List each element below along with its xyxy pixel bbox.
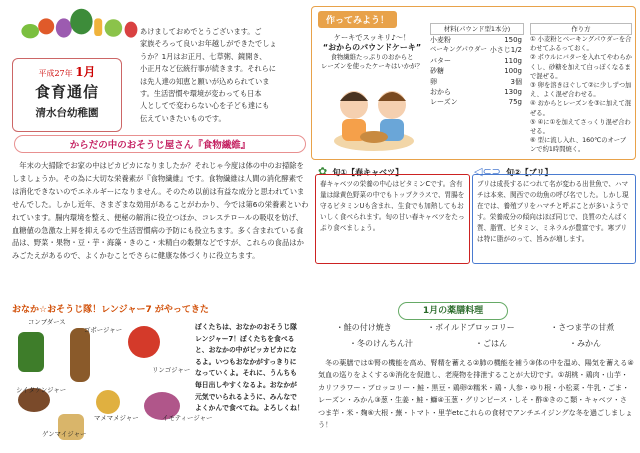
recipe-subtitle: ケーキでスッキリ♪～！ bbox=[333, 33, 411, 42]
herbal-menu-list bbox=[318, 320, 632, 354]
ranger-name: イモティージャー bbox=[162, 414, 213, 422]
menu-row bbox=[318, 320, 632, 336]
newsletter-title: 食育通信 bbox=[34, 83, 99, 101]
ranger-heading: おなか☆おそうじ隊！レンジャー7 がやってきた bbox=[12, 305, 209, 315]
menu-item: ・冬のけんちん汁 bbox=[349, 339, 413, 348]
recipe-step: ⑤ ④に①を加えてさっくり混ぜ合わせる。 bbox=[530, 118, 631, 136]
cabbage-label: 旬①【春キャベツ】 bbox=[332, 168, 404, 177]
menu-item: ・さつま芋の甘煮 bbox=[550, 323, 615, 332]
month-label: 1月 bbox=[75, 65, 96, 79]
ranger-line: るよ。いつもおなかがすっきりに bbox=[195, 357, 297, 366]
recipe-step: ④ おからとレーズンを③に加えて混ぜる。 bbox=[530, 100, 632, 117]
cabbage-box bbox=[315, 174, 470, 264]
recipe-step: ② ボウルにバターを入れてやわらかくし、砂糖を加えて白っぽくなるまで混ぜる。 bbox=[530, 54, 632, 80]
ranger-line: レンジャー7！ぼくたちを食べる bbox=[195, 334, 295, 343]
ranger-line: よくかんで食べてね。よろしくね！ bbox=[195, 404, 304, 413]
title-box bbox=[12, 58, 122, 132]
greeting-line: 小正月など伝統行事が続きます。それらに bbox=[140, 64, 276, 74]
greeting-line: す。生活習慣や環境が変わっても日本 bbox=[140, 89, 262, 99]
yellowtail-text: ブリは成長するにつれて名が変わる出世魚で、ハマチは本来、関西での幼魚の呼び名でした。しかし現在では、養殖ブリをハマチと呼ぶことが多いようです。栄養成分の傾向はほぼ同じで、良質のたんぱく質、脂質、ビタミン、ミネラルが豊富です。寒ブリは特に脂がのって、旨みが増します。 bbox=[477, 180, 629, 243]
recipe-title bbox=[318, 33, 426, 71]
children-cooking-illustration bbox=[326, 75, 422, 155]
ranger-name: シイタケンジャー bbox=[16, 386, 67, 394]
ingredient-row: 小麦粉 150g bbox=[430, 36, 522, 44]
menu-item: ・鮭の付け焼き bbox=[335, 323, 392, 332]
menu-item: ・みかん bbox=[569, 339, 601, 348]
header bbox=[4, 4, 154, 122]
cabbage-text: 春キャベツの栄養の中心はビタミンCです。含有量は緑黄色野菜の中でもトップクラスで、胃腸を守るビタミンUも含まれ、生食でも加熱してもおいしく食べられます。旬の甘い春キャベツをたっぷり食べましょう。 bbox=[320, 180, 465, 232]
ranger-characters-illustration bbox=[12, 318, 192, 446]
ingredients-list bbox=[430, 35, 522, 108]
greeting-line: 家族そろって良いお年越しができたでしょ bbox=[140, 39, 277, 49]
ranger-name: ゲンマイジャー bbox=[42, 430, 87, 438]
school-name: 清水台幼稚園 bbox=[35, 107, 99, 119]
fiber-section-body: 年末の大掃除でお家の中はピカピカになりましたか？それじゃ今度は体の中のお掃除をしましょうか。その為に大切な栄養素が『食物繊維』です。食物繊維は人間の消化酵素では消化できないのでエネルギーになりません。そのため以前は有益な成分と思われていませんでした。しかし近年、さまざまな効用があることがわかり、今では第6の栄養素といわれています。腸内環境を整え、便秘の解消に役立つほか、コレステロールの吸収を妨げ、血糖値の急激な上昇を抑えるので生活習慣病の予防にも役立ちます。多く含まれている食品は、野菜・果物・豆・芋・海藻・きのこ・未精白の穀類などですが、これらの食品はかみごたえがあるので、よくかむことでさらに健康な体づくりに役立ちます。 bbox=[12, 161, 309, 261]
steps-header: 作り方 bbox=[530, 23, 632, 35]
recipe-box bbox=[311, 6, 636, 160]
greeting-line: 人としてで変わらない心を子ども達にも bbox=[140, 101, 270, 111]
ranger-line: と、おなかの中がピッカピカにな bbox=[195, 346, 297, 355]
ingredient-row: ベーキングパウダー 小さじ1/2 bbox=[430, 45, 522, 55]
cabbage-icon: ✿ bbox=[318, 165, 328, 178]
recipe-desc: レーズンを使ったケーキはいかが？ bbox=[321, 62, 423, 70]
ingredient-row: レーズン 75g bbox=[430, 98, 522, 107]
fish-icon: ◁⊂⊃ bbox=[474, 165, 501, 178]
ranger-line: 元気でいられるように、みんなで bbox=[195, 392, 297, 401]
ingredient-row: 砂糖 100g bbox=[430, 67, 522, 76]
recipe-name: “おからのパウンドケーキ” bbox=[322, 43, 422, 52]
herbal-menu-title: 1月の薬膳料理 bbox=[398, 302, 508, 320]
recipe-tag: 作ってみよう！ bbox=[318, 11, 397, 28]
ingredient-row: バター 110g bbox=[430, 56, 522, 65]
menu-item: ・ボイルドブロッコリー bbox=[427, 323, 515, 332]
vegetables-illustration bbox=[4, 4, 154, 44]
greeting-line: うか？1月はお正月、七草粥、鏡開き、 bbox=[140, 51, 267, 61]
ranger-line: ぼくたちは、おなかのおそうじ隊 bbox=[195, 323, 297, 331]
ranger-message bbox=[195, 322, 310, 415]
greeting-line: あけましておめでとうございます。ご bbox=[140, 27, 262, 36]
recipe-step: ⑥ 型に流し入れ、160℃のオーブンで約1時間焼く。 bbox=[530, 137, 627, 154]
ranger-name: リンゴジャー bbox=[152, 366, 191, 374]
recipe-steps bbox=[530, 35, 632, 155]
menu-item: ・ごはん bbox=[475, 339, 507, 348]
recipe-desc: 食物繊維たっぷりのおからと bbox=[330, 53, 414, 61]
recipe-step: ③ 卵を溶きほぐして②に少しずつ加え、よく混ぜ合わせる。 bbox=[530, 82, 632, 99]
ranger-name: マメマメジャー bbox=[94, 414, 139, 422]
greeting-line: は先人達の知恵と願いが込められていま bbox=[140, 76, 270, 86]
yellowtail-label: 旬②【ブリ】 bbox=[506, 168, 553, 177]
ranger-name: コンブダース bbox=[28, 318, 66, 326]
ingredients-header: 材料(パウンド型1本分) bbox=[430, 23, 524, 35]
fiber-section-banner bbox=[14, 135, 306, 153]
ranger-line: なっていくよ。それに、うんちも bbox=[195, 369, 297, 378]
issue-date bbox=[13, 63, 121, 80]
ranger-name: ゴボージャー bbox=[84, 326, 123, 334]
herbal-menu-body: 冬の薬膳では①腎の機能を高め、腎精を蓄える②肺の機能を補う③体の中を温め、陽気を蓄える④気血の巡りをよくする⑤消化を促進し、老廃物を排泄することが大切です。①胡桃・鶏肉・山芋・カリフラワー・ブロッコリー・鮭・黒豆・鶏卵②糯米・鶏・人参・ゆり根・小松菜・牛乳・ごま・レーズン・みかん③葱・生姜・鮭・鰤④玉葱・グリンピース・しそ・酢⑤きのこ類・キャベツ・さつま芋・米・麹⑥大根・蕪・トマト・里芋etcこれらの食材でアンチエイジングな冬を過ごしましょう！ bbox=[318, 358, 634, 430]
fiber-section-title: からだの中のおそうじ屋さん『食物繊維』 bbox=[69, 140, 251, 151]
ranger-line: 毎日出しやすくなるよ。おなかが bbox=[195, 380, 297, 389]
yellowtail-box bbox=[472, 174, 636, 264]
year-label: 平成27年 bbox=[38, 69, 73, 78]
menu-row bbox=[318, 336, 632, 352]
ingredient-row: 卵 3個 bbox=[430, 77, 522, 86]
ingredient-row: おから 130g bbox=[430, 88, 522, 97]
greeting-line: 伝えていきたいものです。 bbox=[140, 113, 226, 123]
recipe-step: ① 小麦粉とベーキングパウダーを合わせてふるっておく。 bbox=[530, 36, 632, 53]
greeting-text bbox=[140, 26, 300, 125]
